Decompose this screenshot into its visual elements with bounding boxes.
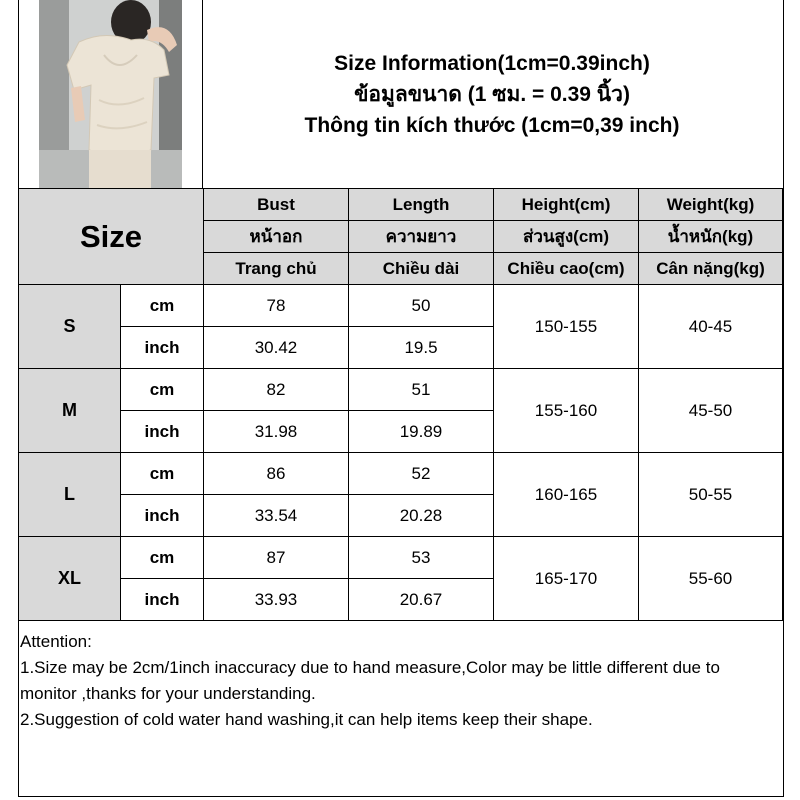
unit-cm: cm (121, 285, 204, 327)
title-vietnamese: Thông tin kích thước (1cm=0,39 inch) (304, 113, 680, 137)
attention-notes (20, 629, 780, 733)
bust-cm: 78 (204, 285, 349, 327)
header-row-english (19, 189, 783, 221)
height-range: 155-160 (494, 369, 639, 453)
length-cm: 51 (349, 369, 494, 411)
table-row (19, 285, 783, 327)
bust-inch: 33.93 (204, 579, 349, 621)
unit-cm: cm (121, 453, 204, 495)
unit-cm: cm (121, 369, 204, 411)
col-bust-en: Bust (204, 189, 349, 221)
size-cell: S (19, 285, 121, 369)
col-bust-th: หน้าอก (204, 221, 349, 253)
unit-cm: cm (121, 537, 204, 579)
col-weight-en: Weight(kg) (639, 189, 783, 221)
weight-range: 50-55 (639, 453, 783, 537)
length-inch: 20.67 (349, 579, 494, 621)
length-inch: 19.89 (349, 411, 494, 453)
size-header: Size (19, 189, 204, 285)
length-cm: 50 (349, 285, 494, 327)
title-thai: ข้อมูลขนาด (1 ซม. = 0.39 นิ้ว) (354, 82, 630, 106)
bust-inch: 30.42 (204, 327, 349, 369)
col-weight-vi: Cân nặng(kg) (639, 253, 783, 285)
length-cm: 53 (349, 537, 494, 579)
note-measurement: 1.Size may be 2cm/1inch inaccuracy due to hand measure,Color may be little different due to monitor ,thanks for your understanding. (20, 658, 720, 703)
col-height-th: ส่วนสูง(cm) (494, 221, 639, 253)
bust-inch: 31.98 (204, 411, 349, 453)
size-cell: XL (19, 537, 121, 621)
size-cell: M (19, 369, 121, 453)
col-length-en: Length (349, 189, 494, 221)
unit-inch: inch (121, 579, 204, 621)
size-cell: L (19, 453, 121, 537)
notes-heading: Attention: (20, 632, 92, 651)
title-english: Size Information(1cm=0.39inch) (334, 51, 650, 75)
col-bust-vi: Trang chủ (204, 253, 349, 285)
length-inch: 19.5 (349, 327, 494, 369)
weight-range: 45-50 (639, 369, 783, 453)
weight-range: 40-45 (639, 285, 783, 369)
col-length-th: ความยาว (349, 221, 494, 253)
col-weight-th: น้ำหนัก(kg) (639, 221, 783, 253)
bust-cm: 87 (204, 537, 349, 579)
product-photo-illustration (19, 0, 202, 188)
weight-range: 55-60 (639, 537, 783, 621)
length-cm: 52 (349, 453, 494, 495)
col-height-vi: Chiều cao(cm) (494, 253, 639, 285)
height-range: 160-165 (494, 453, 639, 537)
note-washing: 2.Suggestion of cold water hand washing,it can help items keep their shape. (20, 710, 593, 729)
size-info-title (203, 0, 781, 188)
bust-cm: 86 (204, 453, 349, 495)
height-range: 165-170 (494, 537, 639, 621)
product-photo (19, 0, 203, 188)
table-row (19, 537, 783, 579)
unit-inch: inch (121, 327, 204, 369)
unit-inch: inch (121, 411, 204, 453)
table-row (19, 369, 783, 411)
col-height-en: Height(cm) (494, 189, 639, 221)
height-range: 150-155 (494, 285, 639, 369)
length-inch: 20.28 (349, 495, 494, 537)
bust-inch: 33.54 (204, 495, 349, 537)
bust-cm: 82 (204, 369, 349, 411)
col-length-vi: Chiều dài (349, 253, 494, 285)
unit-inch: inch (121, 495, 204, 537)
size-table (18, 188, 783, 621)
table-row (19, 453, 783, 495)
